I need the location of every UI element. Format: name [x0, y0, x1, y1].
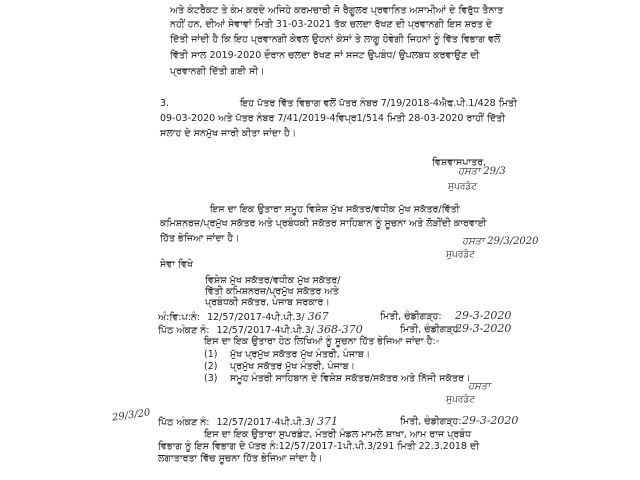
ref-3-handwritten-number: 371 — [317, 415, 339, 428]
endorsement-1-line-3: ਹਿੱਤ ਭੇਜਿਆ ਜਾਂਦਾ ਹੈ। — [160, 233, 240, 244]
seva-vikhe: ਸੇਵਾ ਵਿਖੇ — [160, 259, 194, 270]
ref-2-date: 29-3-2020 — [455, 322, 512, 335]
ref-1-prefix: ਅੰ:ਵਿ:ਪ:ਨੰ: — [158, 312, 201, 323]
ref-3 — [158, 416, 338, 428]
signature-1: ਹਸਤਾ 29/3 — [458, 166, 506, 177]
para1-line-2: ਨਹੀਂ ਹਨ, ਦੀਆਂ ਸੇਵਾਵਾਂ ਮਿਤੀ 31-03-2021 ਤੱਕ ਚਲਦਾ ਰੱਖਣ ਦੀ ਪ੍ਰਵਾਨਗੀ ਇਸ ਸ਼ਰਤ ਦੇ — [170, 19, 493, 30]
ref-2-prefix: ਪਿੱਠ ਅੰਕਣ ਨੰ: — [158, 325, 210, 336]
ref-1 — [158, 311, 329, 323]
ref-1-date: 29-3-2020 — [455, 309, 512, 322]
endorsement-1-line-1: ਇਸ ਦਾ ਇਕ ਉਤਾਰਾ ਸਮੂਹ ਵਿਸ਼ੇਸ਼ ਮੁੱਖ ਸਕੱਤਰ/ਵਧੀਕ ਮੁੱਖ ਸਕੱਤਰ/ਵਿੱਤੀ — [210, 204, 460, 215]
endorsement-3-line-1: ਇਸ ਦਾ ਇਕ ਉਤਾਰਾ ਸੁਪਰਡੰਟ, ਮੰਤਰੀ ਮੰਡਲ ਮਾਮਲੇ ਸ਼ਾਖਾ, ਆਮ ਰਾਜ ਪ੍ਰਬੰਧ — [204, 429, 472, 440]
recipient-3-number: (3) — [204, 373, 218, 384]
signature-2-title: ਸੁਪਰਡੰਟ — [446, 250, 475, 260]
endorsement-3-line-3: ਲਗਾਤਾਰਤਾ ਵਿੱਚ ਸੂਚਨਾ ਹਿੱਤ ਭੇਜਿਆ ਜਾਂਦਾ ਹੈ। — [158, 453, 323, 464]
address-line-1: ਵਿਸ਼ੇਸ਼ ਮੁੱਖ ਸਕੱਤਰ/ਵਧੀਕ ਮੁੱਖ ਸਕੱਤਰ/ — [205, 275, 341, 286]
para3-number: 3. — [160, 98, 170, 109]
margin-signature: 29/3/20 — [111, 407, 152, 424]
endorsement-3-line-2: ਵਿਭਾਗ ਨੂੰ ਇਸ ਵਿਭਾਗ ਦੇ ਪੱਤਰ ਨੰ:12/57/2017-1ਪੀ.ਪੀ.3/291 ਮਿਤੀ 22.3.2018 ਦੀ — [158, 441, 480, 452]
ref-2-number: 12/57/2017-4ਪੀ.ਪੀ.3/ — [216, 325, 314, 336]
endorsement-2: ਇਸ ਦਾ ਇਕ ਉਤਾਰਾ ਹੇਠ ਲਿਖਿਆਂ ਨੂੰ ਸੂਚਨਾ ਹਿੱਤ ਭੇਜਿਆ ਜਾਂਦਾ ਹੈ:- — [204, 336, 440, 347]
para3-line-2: 09-03-2020 ਅਤੇ ਪੱਤਰ ਨੰਬਰ 7/41/2019-4ਵਿਪ੍ਰ1/514 ਮਿਤੀ 28-03-2020 ਰਾਹੀਂ ਦਿੱਤੀ — [160, 113, 506, 124]
signature-2: ਹਸਤਾ 29/3/2020 — [462, 236, 539, 247]
endorsement-1-line-2: ਕਮਿਸ਼ਨਰਜ਼/ਪ੍ਰਮੁੱਖ ਸਕੱਤਰ ਅਤੇ ਪ੍ਰਬੰਧਕੀ ਸਕੱਤਰ ਸਾਹਿਬਾਨ ਨੂੰ ਸੂਚਨਾ ਅਤੇ ਲੋੜੀਂਦੀ ਕਾਰਵਾਈ — [160, 218, 487, 229]
recipient-1-number: (1) — [204, 349, 218, 360]
recipient-3-text: ਸਮੂਹ ਮੰਤਰੀ ਸਾਹਿਬਾਨ ਦੇ ਵਿਸ਼ੇਸ਼ ਸਕੱਤਰ/ਸਕੱਤਰ ਅਤੇ ਨਿੱਜੀ ਸਕੱਤਰ। — [230, 373, 471, 384]
para3-line-3: ਸਲਾਹ ਦੇ ਸਨਮੁੱਖ ਜਾਰੀ ਕੀਤਾ ਜਾਂਦਾ ਹੈ। — [160, 128, 297, 139]
ref-1-number: 12/57/2017-4ਪੀ.ਪੀ.3/ — [207, 312, 305, 323]
ref-3-date-label: ਮਿਤੀ, ਚੰਡੀਗੜ੍ਹ: — [400, 416, 462, 427]
closing-text: ਵਿਸ਼ਵਾਸਪਾਤਰ, — [432, 157, 487, 168]
para1-line-3: ਦਿੱਤੀ ਜਾਂਦੀ ਹੈ ਕਿ ਇਹ ਪ੍ਰਵਾਨਗੀ ਕੇਵਲ ਉਹਨਾਂ ਕੇਸਾਂ ਤੇ ਲਾਗੂ ਹੋਵੇਗੀ ਜਿਹਨਾਂ ਨੂੰ ਵਿੱਤ ਵਿਭਾਗ ਵਲੋਂ — [170, 34, 501, 45]
ref-1-handwritten-number: 367 — [307, 310, 329, 323]
recipient-1-text: ਮੁੱਖ ਪ੍ਰਮੁੱਖ ਸਕੱਤਰ ਮੁੱਖ ਮੰਤਰੀ, ਪੰਜਾਬ। — [230, 349, 371, 360]
signature-1-title: ਸੁਪਰਡੰਟ — [448, 182, 477, 192]
address-line-2: ਵਿੱਤੀ ਕਮਿਸ਼ਨਰਜ਼/ਪ੍ਰਮੁੱਖ ਸਕੱਤਰ ਅਤੇ — [205, 286, 339, 297]
recipient-2-text: ਪ੍ਰਮੁੱਖ ਸਕੱਤਰ ਮੁੱਖ ਮੰਤਰੀ, ਪੰਜਾਬ। — [230, 361, 355, 372]
recipient-2-number: (2) — [204, 361, 218, 372]
ref-3-prefix: ਪਿੱਠ ਅੰਕਣ ਨੰ: — [158, 417, 210, 428]
ref-3-number: 12/57/2017-4ਪੀ.ਪੀ.3/ — [216, 417, 314, 428]
signature-3: ਹਸਤਾ — [468, 381, 491, 392]
signature-3-title: ਸੁਪਰਡੰਟ — [446, 395, 475, 405]
para1-line-1: ਅਤੇ ਕੰਟਰੈਕਟ ਤੇ ਕੰਮ ਕਰਦੇ ਅਜਿਹੇ ਕਰਮਚਾਰੀ ਜੋ ਰੈਗੂਲਰ ਪ੍ਰਵਾਨਿਤ ਅਸਾਮੀਆਂ ਦੇ ਵਿਰੁੱਧ ਤੈਨਾਤ — [170, 5, 504, 16]
para3-line-1: ਇਹ ਪੱਤਰ ਵਿੱਤ ਵਿਭਾਗ ਵਲੋਂ ਪੱਤਰ ਨੰਬਰ 7/19/2018-4ਐਫ.ਪੀ.1/428 ਮਿਤੀ — [240, 98, 517, 109]
para1-line-5: ਪ੍ਰਵਾਨਗੀ ਦਿੱਤੀ ਗਈ ਸੀ। — [170, 66, 265, 77]
ref-3-date: 29-3-2020 — [462, 414, 519, 427]
ref-1-date-label: ਮਿਤੀ, ਚੰਡੀਗੜ੍ਹ: — [380, 311, 442, 322]
ref-2-handwritten-number: 368-370 — [317, 323, 363, 336]
ref-2-date-label: ਮਿਤੀ, ਚੰਡੀਗੜ੍ਹ: — [400, 324, 462, 335]
ref-2 — [158, 324, 363, 336]
address-line-3: ਪ੍ਰਬੰਧਕੀ ਸਕੱਤਰ, ਪੰਜਾਬ ਸਰਕਾਰ। — [205, 297, 330, 308]
para1-line-4: ਵਿੱਤੀ ਸਾਲ 2019-2020 ਦੌਰਾਨ ਚਲਦਾ ਰੱਖਣ ਜਾਂ ਸਜਟ ਉਪਬੰਧ/ ਉਪਲਬਧ ਕਰਵਾਉਣ ਦੀ — [170, 50, 480, 61]
